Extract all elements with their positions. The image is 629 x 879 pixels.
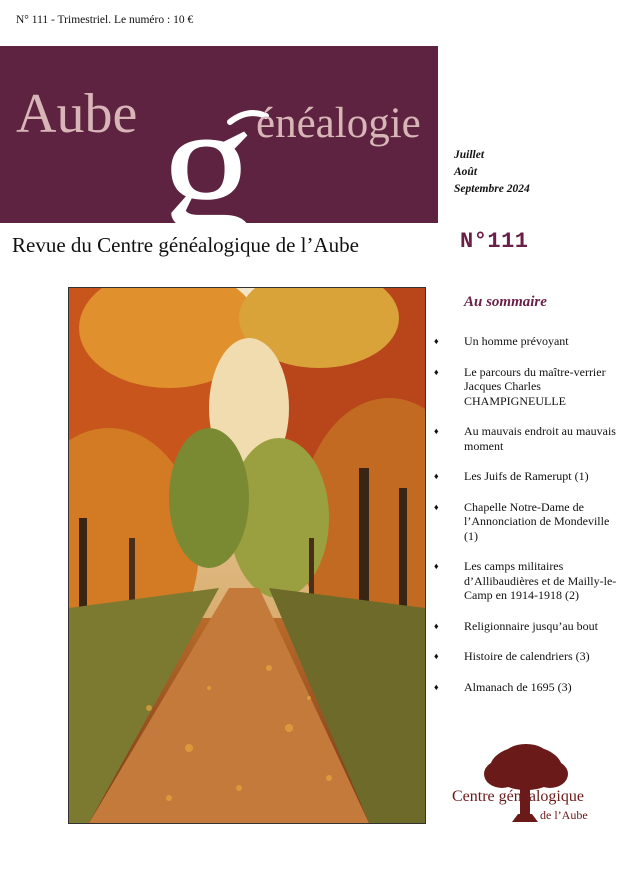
title-word-genealogie: énéalogie: [256, 100, 421, 147]
date-month-3: Septembre 2024: [454, 183, 530, 195]
toc-item: [432, 424, 622, 453]
toc-item: [432, 619, 622, 634]
toc-heading: Au sommaire: [464, 294, 547, 310]
toc-item-label: Les camps militaires d’Allibaudières et de Mailly-le-Camp en 1914-1918 (2): [464, 559, 617, 602]
toc-item-label: Almanach de 1695 (3): [464, 679, 572, 694]
diamond-bullet-icon: ♦: [434, 426, 439, 436]
date-month-1: Juillet: [454, 149, 485, 161]
toc-item-label: Histoire de calendriers (3): [464, 649, 590, 663]
toc-item: [432, 649, 622, 664]
toc-item-label: Les Juifs de Ramerupt (1): [464, 469, 589, 483]
toc-item: [432, 680, 622, 695]
toc-item-label: Au mauvais endroit au mauvais moment: [464, 424, 616, 453]
title-word-aube: Aube: [16, 83, 138, 145]
toc-item-label: Religionnaire jusqu’au bout: [464, 618, 598, 633]
toc-item: [432, 559, 622, 603]
diamond-bullet-icon: ♦: [434, 561, 439, 571]
toc-item: [432, 365, 622, 409]
toc-item-label: Le parcours du maître-verrier Jacques Charles CHAMPIGNEULLE: [464, 364, 606, 408]
diamond-bullet-icon: ♦: [434, 501, 439, 512]
diamond-bullet-icon: ♦: [434, 681, 439, 692]
big-g-glyph: g: [160, 94, 255, 271]
toc-list: [432, 334, 622, 710]
diamond-bullet-icon: ♦: [434, 366, 439, 377]
toc-item-label: Un homme prévoyant: [464, 334, 569, 348]
toc-item: [432, 500, 622, 544]
diamond-bullet-icon: ♦: [434, 651, 439, 661]
tree-icon: [446, 742, 616, 832]
date-month-2: Août: [454, 166, 478, 178]
diamond-bullet-icon: ♦: [434, 336, 439, 346]
autumn-forest-illustration: [69, 288, 425, 823]
issue-price-line: N° 111 - Trimestriel. Le numéro : 10 €: [16, 14, 194, 26]
logo-place: de l’Aube: [540, 808, 588, 822]
logo-name: Centre généalogique: [452, 788, 584, 805]
issue-period: [454, 147, 530, 198]
diamond-bullet-icon: ♦: [434, 620, 439, 631]
diamond-bullet-icon: ♦: [434, 471, 439, 481]
cover-photo: [68, 287, 426, 824]
toc-item: [432, 334, 622, 349]
review-subtitle: Revue du Centre généalogique de l’Aube: [12, 233, 359, 257]
toc-item-label: Chapelle Notre-Dame de l’Annonciation de Mondeville (1): [464, 499, 610, 543]
issue-number: N°111: [460, 229, 529, 254]
toc-item: [432, 469, 622, 484]
